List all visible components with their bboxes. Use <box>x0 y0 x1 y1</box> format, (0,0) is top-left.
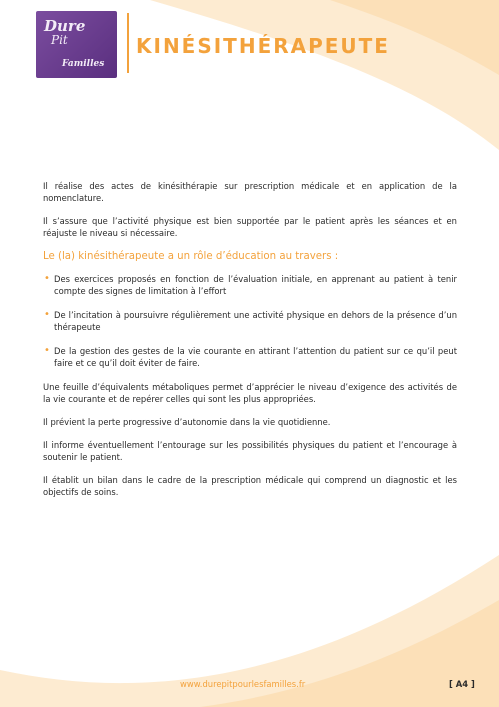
paragraph: Il établit un bilan dans le cadre de la prescription médicale qui comprend un diagnostic et les objectifs de soins. <box>43 475 457 497</box>
paragraph: Une feuille d’équivalents métaboliques permet d’apprécier le niveau d’exigence des activités de la vie courante et de repérer celles qui sont les plus appropriées. <box>43 382 457 404</box>
header-divider <box>127 13 129 73</box>
page-number: [ A4 ] <box>449 679 475 689</box>
logo-text-line-1: Dure <box>44 17 86 35</box>
list-item-text: De la gestion des gestes de la vie courante en attirant l’attention du patient sur ce qu’il peut faire et ce qu’il doit éviter de faire. <box>54 346 457 368</box>
paragraph: Il prévient la perte progressive d’autonomie dans la vie quotidienne. <box>43 417 331 427</box>
paragraph: Il réalise des actes de kinésithérapie sur prescription médicale et en application de la nomenclature. <box>43 181 457 203</box>
dure-pit-familles-logo <box>36 11 117 78</box>
list-item <box>43 345 457 369</box>
section-heading: Le (la) kinésithérapeute a un rôle d’éducation au travers : <box>43 251 339 262</box>
bullet-dot-icon: • <box>44 309 50 320</box>
list-item <box>43 273 457 297</box>
logo-text-line-2: Pit <box>51 33 68 47</box>
list-item <box>43 309 457 333</box>
bullet-dot-icon: • <box>44 273 50 284</box>
main-content <box>43 180 457 509</box>
paragraph: Il s’assure que l’activité physique est bien supportée par le patient après les séances et en réajuste le niveau si nécessaire. <box>43 216 457 238</box>
website-link[interactable]: www.durepitpourlesfamilles.fr <box>180 679 306 689</box>
logo-text-line-3: Familles <box>62 59 105 69</box>
bullet-list <box>43 273 457 369</box>
page-title: KINÉSITHÉRAPEUTE <box>136 34 390 58</box>
list-item-text: Des exercices proposés en fonction de l’évaluation initiale, en apprenant au patient à tenir compte des signes de limitation à l’effort <box>54 274 457 296</box>
paragraph: Il informe éventuellement l’entourage sur les possibilités physiques du patient et l’encourage à soutenir le patient. <box>43 440 457 462</box>
bullet-dot-icon: • <box>44 345 50 356</box>
list-item-text: De l’incitation à poursuivre régulièrement une activité physique en dehors de la présence d’un thérapeute <box>54 310 457 332</box>
